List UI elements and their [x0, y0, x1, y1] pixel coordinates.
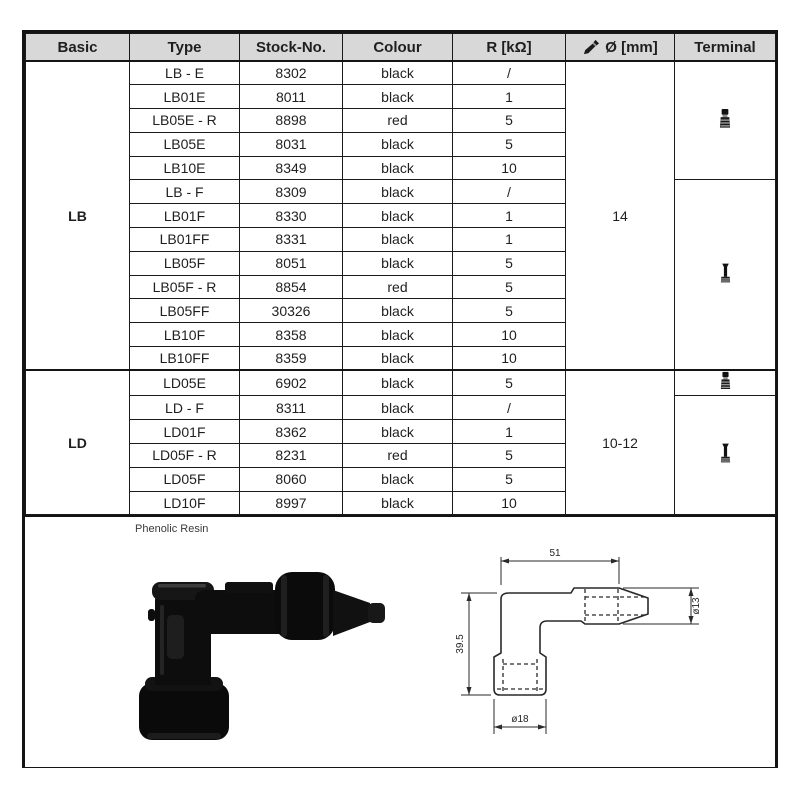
stock-cell: 8854	[240, 275, 343, 299]
colour-cell: black	[343, 61, 453, 85]
terminal-cell-lb-e	[675, 61, 776, 180]
stock-cell: 8031	[240, 132, 343, 156]
col-header-type: Type	[130, 34, 240, 62]
resistance-cell: 5	[453, 370, 566, 396]
resistance-cell: 5	[453, 251, 566, 275]
stock-cell: 8362	[240, 420, 343, 444]
stock-cell: 8898	[240, 109, 343, 133]
colour-cell: red	[343, 443, 453, 467]
terminal-stud-icon	[718, 442, 733, 465]
dim-height-label: 39.5	[455, 634, 466, 655]
resistance-cell: 1	[453, 85, 566, 109]
stock-cell: 8349	[240, 156, 343, 180]
col-header-stock: Stock-No.	[240, 34, 343, 62]
stock-cell: 8997	[240, 491, 343, 515]
type-cell: LD05F	[130, 467, 240, 491]
type-cell: LB01E	[130, 85, 240, 109]
type-cell: LB05F - R	[130, 275, 240, 299]
resistance-cell: /	[453, 180, 566, 204]
type-cell: LD01F	[130, 420, 240, 444]
resistance-cell: 5	[453, 109, 566, 133]
resistance-cell: 10	[453, 323, 566, 347]
resistance-cell: /	[453, 396, 566, 420]
diameter-cell-lb: 14	[566, 61, 675, 370]
product-table	[25, 33, 776, 515]
colour-cell: black	[343, 491, 453, 515]
basic-group-ld: LD	[26, 370, 130, 514]
colour-cell: black	[343, 299, 453, 323]
illustration-section	[25, 515, 775, 767]
table-row	[26, 61, 776, 85]
colour-cell: black	[343, 323, 453, 347]
diameter-header-label: Ø [mm]	[605, 38, 658, 56]
type-cell: LD05E	[130, 370, 240, 396]
stock-cell: 8231	[240, 443, 343, 467]
stock-cell: 6902	[240, 370, 343, 396]
resistance-cell: 1	[453, 420, 566, 444]
table-row	[26, 370, 776, 396]
colour-cell: black	[343, 420, 453, 444]
terminal-cell-ld-f	[675, 396, 776, 515]
resistance-cell: 5	[453, 132, 566, 156]
material-note: Phenolic Resin	[135, 523, 209, 536]
colour-cell: black	[343, 132, 453, 156]
dim-length-label: 51	[549, 548, 561, 560]
resistance-cell: 5	[453, 467, 566, 491]
resistance-cell: 10	[453, 347, 566, 371]
catalog-sheet	[22, 30, 778, 768]
type-cell: LD10F	[130, 491, 240, 515]
type-cell: LB - F	[130, 180, 240, 204]
type-cell: LB10FF	[130, 347, 240, 371]
type-cell: LB05E - R	[130, 109, 240, 133]
col-header-diameter	[566, 34, 675, 62]
type-cell: LD - F	[130, 396, 240, 420]
stock-cell: 8060	[240, 467, 343, 491]
colour-cell: black	[343, 156, 453, 180]
col-header-basic: Basic	[26, 34, 130, 62]
stock-cell: 8359	[240, 347, 343, 371]
colour-cell: black	[343, 347, 453, 371]
type-cell: LD05F - R	[130, 443, 240, 467]
colour-cell: red	[343, 109, 453, 133]
stock-cell: 8309	[240, 180, 343, 204]
colour-cell: black	[343, 370, 453, 396]
stock-cell: 8331	[240, 228, 343, 252]
colour-cell: red	[343, 275, 453, 299]
col-header-colour: Colour	[343, 34, 453, 62]
type-cell: LB05E	[130, 132, 240, 156]
diameter-cell-ld: 10-12	[566, 370, 675, 514]
stock-cell: 8051	[240, 251, 343, 275]
basic-group-lb: LB	[26, 61, 130, 370]
col-header-resistance: R [kΩ]	[453, 34, 566, 62]
resistance-cell: /	[453, 61, 566, 85]
colour-cell: black	[343, 204, 453, 228]
resistance-cell: 10	[453, 156, 566, 180]
type-cell: LB01F	[130, 204, 240, 228]
col-header-terminal: Terminal	[675, 34, 776, 62]
header-row	[26, 34, 776, 62]
stock-cell: 8358	[240, 323, 343, 347]
spark-plug-icon	[582, 39, 600, 55]
dim-cable-diameter-label: ø13	[691, 597, 702, 615]
dimension-drawing	[443, 531, 773, 753]
colour-cell: black	[343, 251, 453, 275]
type-cell: LB10E	[130, 156, 240, 180]
stock-cell: 8311	[240, 396, 343, 420]
colour-cell: black	[343, 396, 453, 420]
stock-cell: 8302	[240, 61, 343, 85]
resistance-cell: 5	[453, 275, 566, 299]
colour-cell: black	[343, 467, 453, 491]
stock-cell: 8011	[240, 85, 343, 109]
type-cell: LB01FF	[130, 228, 240, 252]
terminal-nut-icon	[718, 371, 733, 392]
type-cell: LB - E	[130, 61, 240, 85]
terminal-nut-icon	[717, 108, 733, 131]
colour-cell: black	[343, 180, 453, 204]
colour-cell: black	[343, 85, 453, 109]
stock-cell: 8330	[240, 204, 343, 228]
resistance-cell: 1	[453, 228, 566, 252]
terminal-stud-icon	[718, 262, 733, 285]
type-cell: LB05F	[130, 251, 240, 275]
product-photo	[133, 557, 393, 752]
resistance-cell: 5	[453, 299, 566, 323]
terminal-cell-lb-f	[675, 180, 776, 370]
type-cell: LB05FF	[130, 299, 240, 323]
resistance-cell: 10	[453, 491, 566, 515]
type-cell: LB10F	[130, 323, 240, 347]
stock-cell: 30326	[240, 299, 343, 323]
resistance-cell: 1	[453, 204, 566, 228]
dim-boot-diameter-label: ø18	[511, 714, 529, 726]
colour-cell: black	[343, 228, 453, 252]
resistance-cell: 5	[453, 443, 566, 467]
terminal-cell-ld-e	[675, 370, 776, 396]
